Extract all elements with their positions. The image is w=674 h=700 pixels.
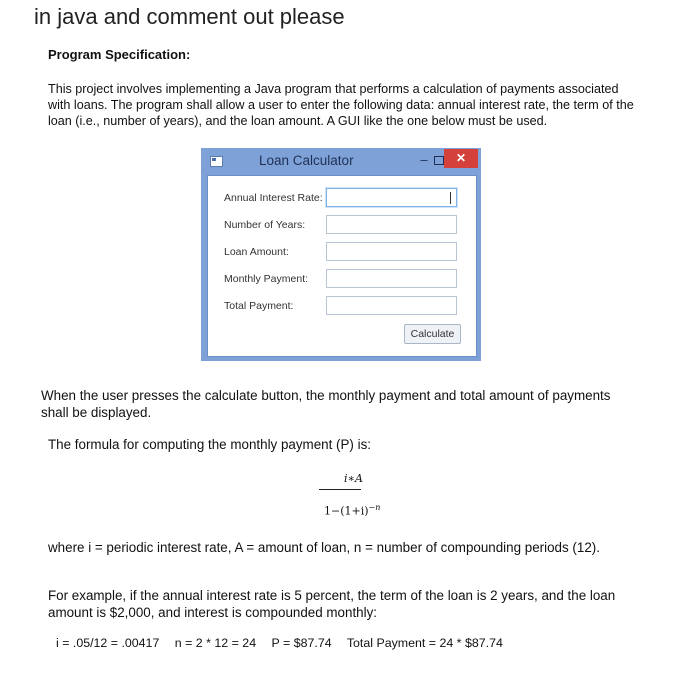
window-title: Loan Calculator xyxy=(259,153,354,168)
total-payment-output[interactable] xyxy=(326,296,457,315)
example-values xyxy=(56,636,515,650)
window-content xyxy=(207,175,477,357)
annual-interest-rate-label: Annual Interest Rate: xyxy=(224,192,323,204)
example-n: n = 2 * 12 = 24 xyxy=(174,636,257,650)
calculate-button[interactable]: Calculate xyxy=(404,324,461,344)
close-button[interactable]: ✕ xyxy=(444,149,478,168)
variable-definitions: where i = periodic interest rate, A = amount of loan, n = number of compounding periods (12). xyxy=(48,540,600,555)
minimize-button[interactable]: – xyxy=(420,152,428,167)
question-text: in java and comment out please xyxy=(34,4,345,29)
fraction-bar xyxy=(319,489,361,490)
monthly-payment-output[interactable] xyxy=(326,269,457,288)
total-payment-label: Total Payment: xyxy=(224,300,294,312)
formula-numerator: i∗A xyxy=(344,472,363,485)
loan-amount-input[interactable] xyxy=(326,242,457,261)
monthly-payment-label: Monthly Payment: xyxy=(224,273,309,285)
formula-denominator: $1-(1+i)^{-n}$ xyxy=(324,503,381,518)
app-icon xyxy=(210,156,223,167)
example-intro: For example, if the annual interest rate is 5 percent, the term of the loan is 2 years, and the loan amount is $2,000, and interest is compounded monthly: xyxy=(48,588,616,620)
loan-amount-label: Loan Amount: xyxy=(224,246,289,258)
loan-calculator-window xyxy=(201,148,481,361)
number-of-years-label: Number of Years: xyxy=(224,219,306,231)
number-of-years-input[interactable] xyxy=(326,215,457,234)
maximize-button[interactable] xyxy=(434,156,444,165)
text-caret xyxy=(450,192,451,204)
example-total: Total Payment = 24 * $87.74 xyxy=(346,636,503,650)
spec-heading: Program Specification: xyxy=(48,47,191,62)
button-description: When the user presses the calculate button, the monthly payment and total amount of payments shall be displayed. xyxy=(41,388,611,420)
annual-interest-rate-input[interactable] xyxy=(326,188,457,207)
window-titlebar[interactable] xyxy=(201,148,481,174)
example-p: P = $87.74 xyxy=(271,636,332,650)
formula-intro: The formula for computing the monthly payment (P) is: xyxy=(48,437,371,452)
intro-paragraph: This project involves implementing a Java program that performs a calculation of payments associated with loans. The program shall allow a user to enter the following data: annual interest rate, the term of the loan (i.e., number of years), and the loan amount. A GUI like the one below must be used. xyxy=(48,82,634,128)
example-i: i = .05/12 = .00417 xyxy=(56,636,160,650)
